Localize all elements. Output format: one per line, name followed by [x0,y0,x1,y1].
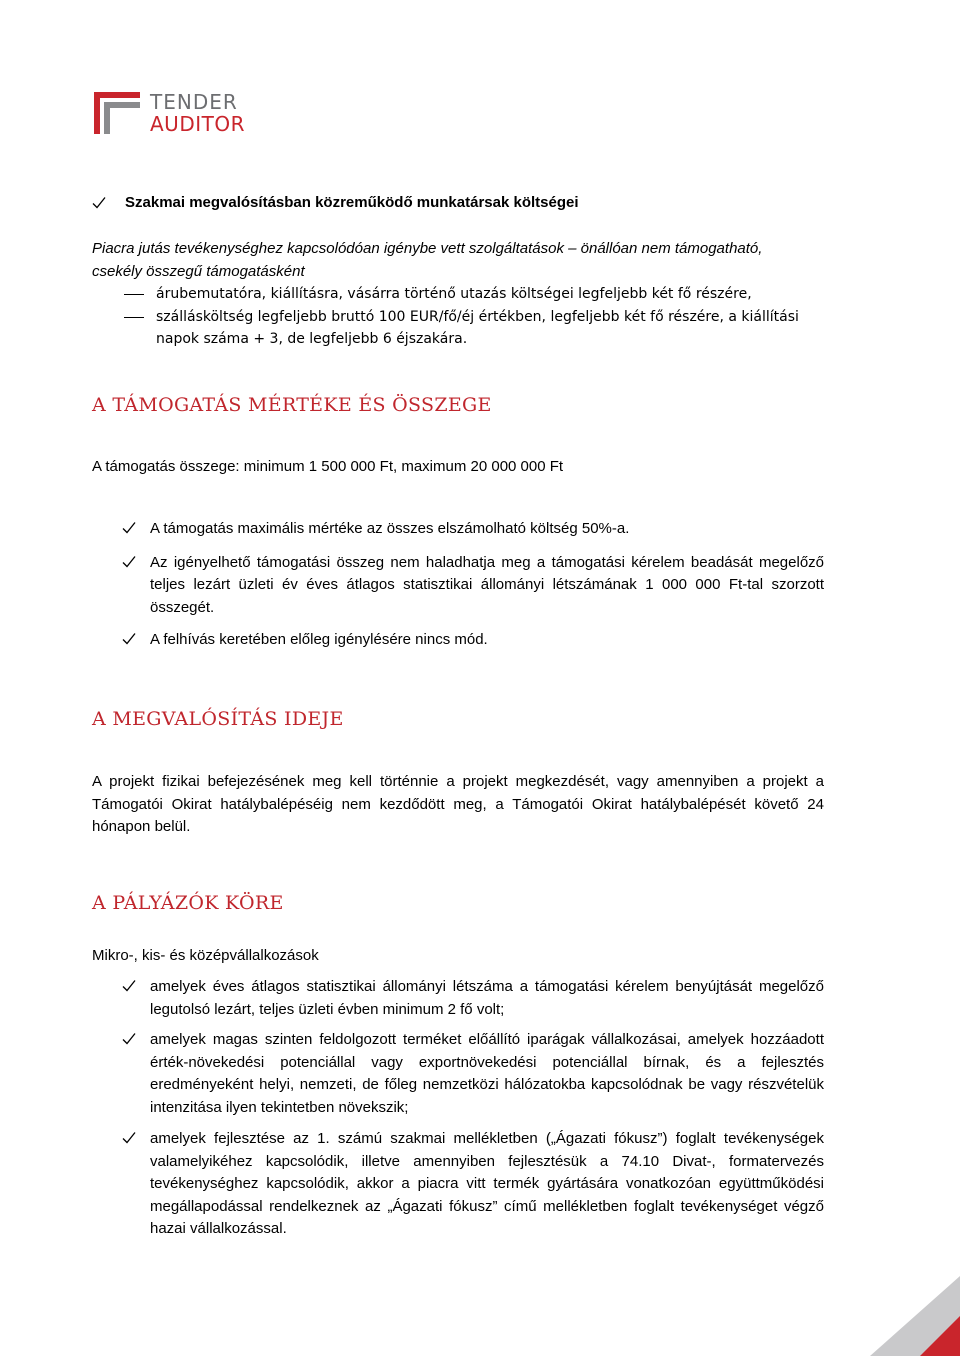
applicants-intro: Mikro-, kis- és középvállalkozások [92,947,319,964]
checkmark-icon [122,555,136,569]
dash-list-item [124,306,832,351]
checklist-item [92,629,824,652]
logo-text [150,92,245,134]
corner-decoration-icon [870,1276,960,1356]
checkmark-icon [122,632,136,646]
checkmark-icon [122,1032,136,1046]
checkmark-icon [122,1131,136,1145]
checklist-item-text: Az igényelhető támogatási összeg nem haladhatja meg a támogatási kérelem beadását megelőző teljes lezárt üzleti év éves átlagos statisztikai állományi létszámának 1 000 000 Ft-tal szorzott összegét. [150,553,824,616]
checklist-item [92,976,824,1021]
dash-bullet-icon [124,294,144,295]
checklist-item [92,1128,824,1241]
implementation-time-text: A projekt fizikai befejezésének meg kell történnie a projekt megkezdését, vagy amennyiben a projekt a Támogatói Okirat hatálybalépéséig nem kezdődött meg, a Támogatói Okirat hatálybalépését követő 24 hónapon belül. [92,773,824,835]
dash-item-text: árubemutatóra, kiállításra, vásárra történő utazás költségei legfeljebb két fő részére, [156,286,752,302]
italic-line: csekély összegű támogatásként [92,262,305,280]
dash-list [124,283,832,351]
heading-implementation-time: A MEGVALÓSÍTÁS IDEJE [92,708,344,730]
checklist-item [92,552,824,620]
checklist-item-text: A támogatás maximális mértéke az összes elszámolható költség 50%-a. [150,520,630,537]
italic-line: Piacra jutás tevékenységhez kapcsolódóan igénybe vett szolgáltatások – önállóan nem támogatható, [92,240,763,257]
logo-line-tender: TENDER [150,90,238,114]
checklist-item-text: amelyek éves átlagos statisztikai állományi létszáma a támogatási kérelem benyújtását megelőző legutolsó lezárt, teljes üzleti évben minimum 2 fő volt; [150,978,824,1018]
checklist-item-text: amelyek magas szinten feldolgozott terméket előállító iparágak vállalkozásai, amelyek hozzáadott érték-növekedési potenciállal vagy exportnövekedési potenciállal bírnak, és a fejlesztés eredményeként helyi, nemzeti, de főleg nemzetközi hálózatokba kapcsolódnak be vagy részvételük intenzitása ilyen tekintetben növekszik; [150,1031,824,1116]
heading-support-amount: A TÁMOGATÁS MÉRTÉKE ÉS ÖSSZEGE [92,394,492,416]
support-amount-text: A támogatás összege: minimum 1 500 000 Ft, maximum 20 000 000 Ft [92,458,564,475]
checklist-item [92,1029,824,1119]
dash-list-item [124,283,832,306]
logo-mark-icon [90,84,150,144]
dash-item-text: szállásköltség legfeljebb bruttó 100 EUR/fő/éj értékben, legfeljebb két fő részére, a kiállítási napok száma + 3, de legfeljebb 6 éjszakára. [156,308,799,347]
italic-paragraph [92,238,824,283]
applicants-checklist [92,976,824,1241]
checkmark-icon [122,521,136,535]
checklist-item-text: A felhívás keretében előleg igénylésére nincs mód. [150,631,488,648]
dash-bullet-icon [124,317,144,318]
bold-item-text: Szakmai megvalósításban közreműködő munkatársak költségei [125,194,579,211]
checklist-item-text: amelyek fejlesztése az 1. számú szakmai mellékletben („Ágazati fókusz”) foglalt tevékenységek valamelyikéhez kapcsolódik, illetve amennyiben fejlesztésük a 74.10 Divat-, formatervezés tevékenységhez kapcsolódik, akkor a piacra vitt termék gyártására vonatkozóan együttműködési megállapodással rendelkeznek az „Ágazati fókusz” című mellékletben foglalt tevékenységet végző hazai vállalkozással. [150,1130,824,1237]
support-checklist [92,518,824,652]
checklist-item [92,518,824,541]
checkmark-icon [92,196,106,210]
checkmark-icon [122,979,136,993]
heading-applicants: A PÁLYÁZÓK KÖRE [92,892,284,914]
logo-line-auditor: AUDITOR [150,112,245,136]
